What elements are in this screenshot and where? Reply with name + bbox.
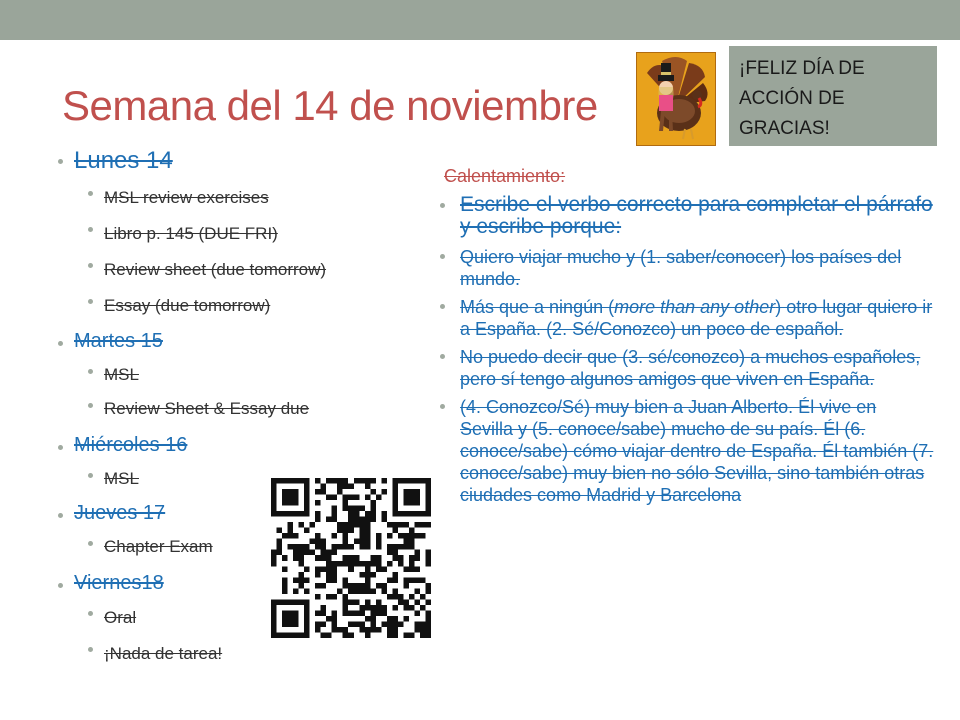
sentence-text: Más que a ningún ( xyxy=(460,297,615,317)
warmup-sentence xyxy=(434,346,934,390)
day-heading: Miércoles 16 xyxy=(58,432,326,458)
task-item: Review Sheet & Essay due xyxy=(84,392,326,426)
holiday-greeting-line-2: ACCIÓN DE xyxy=(739,88,845,109)
task-item: Review sheet (due tomorrow) xyxy=(84,252,326,288)
holiday-greeting-line-1: ¡FELIZ DÍA DE xyxy=(739,58,865,79)
day-task-list xyxy=(58,358,326,426)
warmup-instruction: Escribe el verbo correcto para completar el párrafo y escribe porque: xyxy=(434,194,934,238)
day-heading: Lunes 14 xyxy=(58,146,326,176)
turkey-illustration xyxy=(637,53,715,145)
schedule-day-entry xyxy=(58,146,326,324)
task-item: Oral xyxy=(84,600,326,636)
warmup-sentence xyxy=(434,246,934,290)
day-heading: Viernes18 xyxy=(58,570,326,596)
task-item: MSL review exercises xyxy=(84,180,326,216)
holiday-greeting-box xyxy=(729,46,937,146)
task-item: ¡Nada de tarea! xyxy=(84,636,326,672)
schedule-day-entry xyxy=(58,328,326,426)
top-accent-bar xyxy=(0,0,960,40)
warmup-section xyxy=(434,162,934,512)
emphasized-text: more than any other xyxy=(614,297,776,317)
sentence-text: Quiero viajar mucho y (1. saber/conocer) los países del mundo. xyxy=(460,247,902,289)
holiday-greeting-line-3: GRACIAS! xyxy=(739,118,830,139)
day-heading: Jueves 17 xyxy=(58,500,326,526)
warmup-title: Calentamiento: xyxy=(444,166,566,186)
qr-code[interactable] xyxy=(271,478,431,638)
warmup-exercise-list xyxy=(434,194,934,506)
slide-title: Semana del 14 de noviembre xyxy=(62,82,598,129)
sentence-text: ) otro lugar quiero ir a España. (2. Sé/Conozco) un poco de español. xyxy=(460,297,933,339)
warmup-sentence xyxy=(434,396,934,506)
turkey-cartoon-image xyxy=(636,52,716,146)
sentence-text: (4. Conozco/Sé) muy bien a Juan Alberto. Él vive en Sevilla y (5. conoce/sabe) mucho de su país. Él (6. conoce/sabe) cómo viajar dentro de España. Él también (7. conoce/sabe) muy bien no sólo Sevilla, sino también otras ciudades como Madrid y Barcelona xyxy=(460,397,934,505)
task-item: MSL xyxy=(84,462,326,496)
task-item: Essay (due tomorrow) xyxy=(84,288,326,324)
task-item: Libro p. 145 (DUE FRI) xyxy=(84,216,326,252)
task-item: MSL xyxy=(84,358,326,392)
warmup-sentence xyxy=(434,296,934,340)
task-item: Chapter Exam xyxy=(84,530,326,564)
sentence-text: No puedo decir que (3. sé/conozco) a muchos españoles, pero sí tengo algunos amigos que viven en España. xyxy=(460,347,921,389)
day-heading: Martes 15 xyxy=(58,328,326,354)
day-task-list xyxy=(58,180,326,324)
